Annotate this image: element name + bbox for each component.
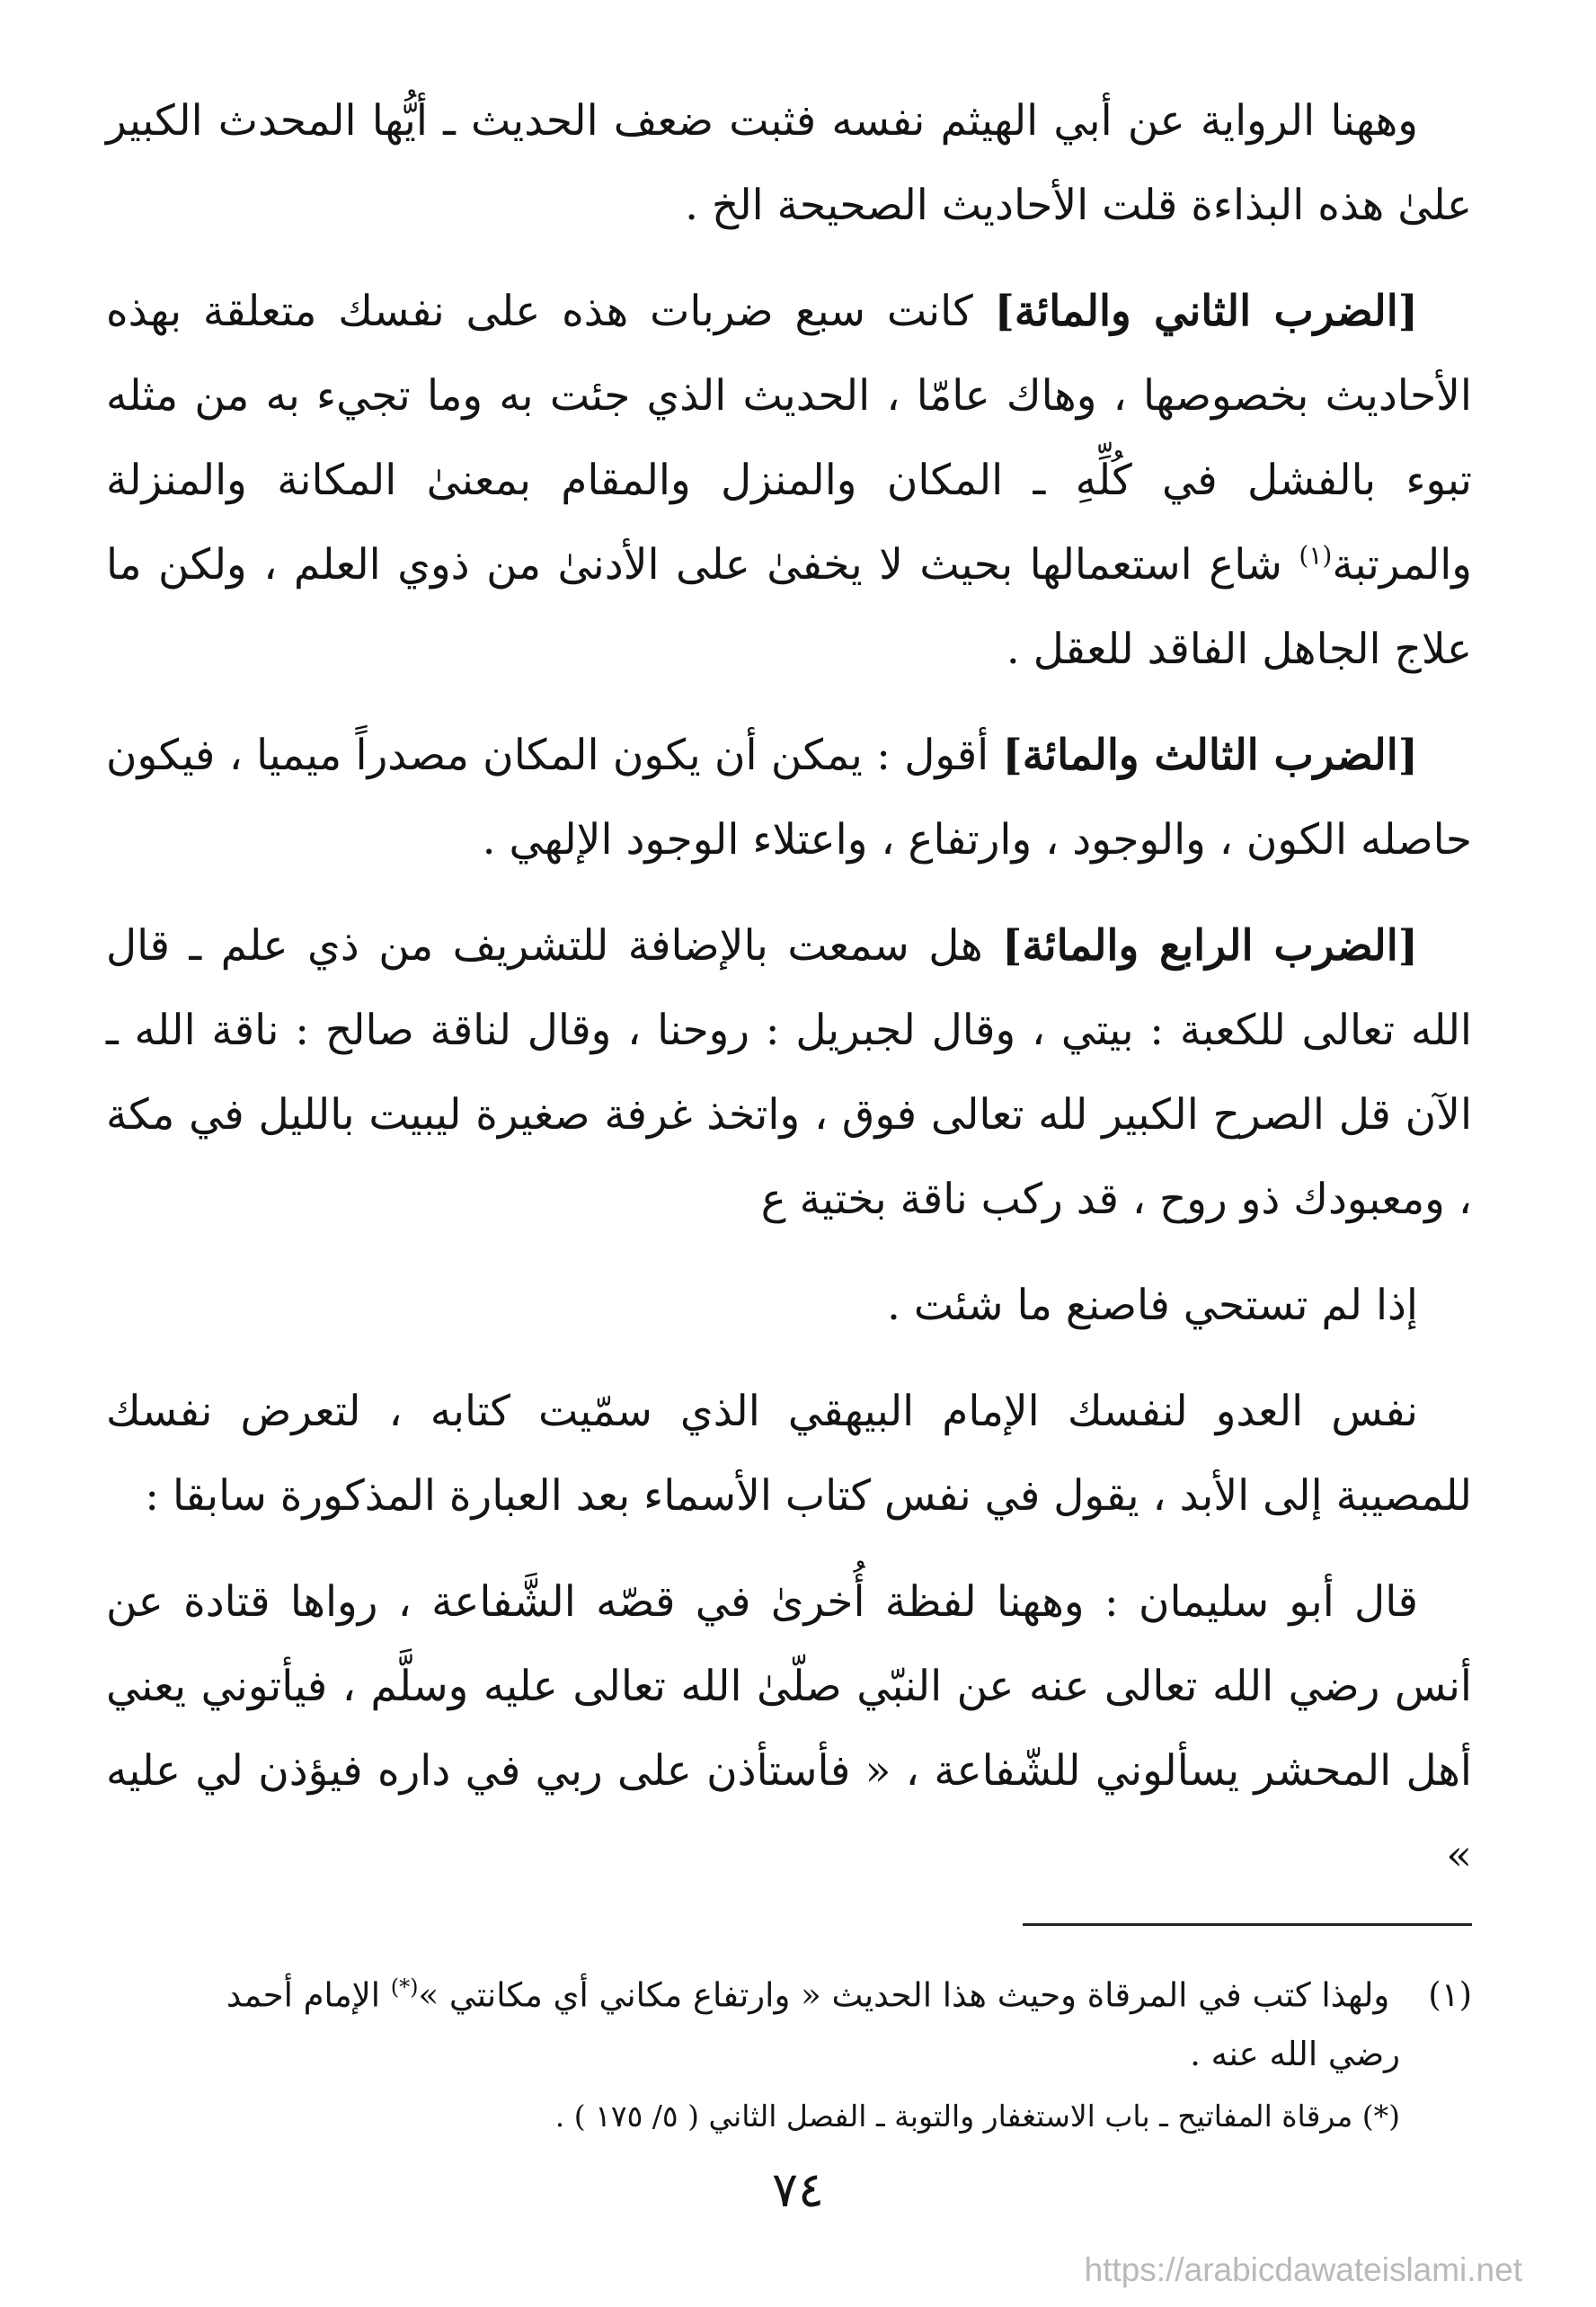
footnote-text-continued: الإمام أحمد <box>226 1975 381 2015</box>
footnote-number: (١) <box>1428 1975 1472 2015</box>
paragraph-text: نفس العدو لنفسك الإمام البيهقي الذي سمّيت كتابه ، لتعرض نفسك للمصيبة إلى الأبد ، يقول في نفس كتاب الأسماء بعد العبارة المذكورة سابقا : <box>106 1387 1472 1521</box>
paragraph-text: هل سمعت بالإضافة للتشريف من ذي علم ـ قال الله تعالى للكعبة : بيتي ، وقال لجبريل : روحنا ، وقال لناقة صالح : ناقة الله ـ الآن قل الصرح الكبير لله تعالى فوق ، واتخذ غرفة صغيرة ليبيت بالليل في مكة ، ومعبودك ذو روح ، قد ركب ناقة بختية ع <box>106 921 1472 1224</box>
footnote-marker[interactable]: (١) <box>1299 540 1333 571</box>
footnote-continuation: رضي الله عنه . <box>1190 2035 1400 2074</box>
section-heading: [الضرب الرابع والمائة] <box>1002 921 1418 971</box>
watermark: https://arabicdawateislami.net <box>1084 2251 1522 2288</box>
paragraph-6 <box>106 1370 1472 1539</box>
paragraph-text: إذا لم تستحي فاصنع ما شئت . <box>886 1281 1418 1330</box>
paragraph-text: وههنا الرواية عن أبي الهيثم نفسه فثبت ضعف الحديث ـ أيُّها المحدث الكبير علىٰ هذه البذاءة قلت الأحاديث الصحيحة الخ . <box>106 96 1472 230</box>
paragraph-4 <box>106 904 1472 1242</box>
footnote-text: ولهذا كتب في المرقاة وحيث هذا الحديث « وارتفاع مكاني أي مكانتي » <box>418 1975 1390 2015</box>
main-text <box>106 79 1472 1920</box>
paragraph-text: قال أبو سليمان : وههنا لفظة أُخرىٰ في قصّه الشَّفاعة ، رواها قتادة عن أنس رضي الله تعالى عنه عن النبّي صلّىٰ الله تعالى عليه وسلَّم ، فيأتوني يعني أهل المحشر يسألوني للشّفاعة ، « فأستأذن على ربي في داره فيؤذن لي عليه » <box>106 1577 1472 1880</box>
paragraph-3 <box>106 714 1472 883</box>
footnote-divider <box>1023 1923 1472 1926</box>
paragraph-text: أقول : يمكن أن يكون المكان مصدراً ميميا ، فيكون حاصله الكون ، والوجود ، وارتفاع ، واعتلاء الوجود الإلهي . <box>106 731 1472 865</box>
paragraph-2 <box>106 270 1472 692</box>
footnote-star-marker: (*) <box>390 1974 419 2000</box>
paragraph-text-continued: شاع استعمالها بحيث لا يخفىٰ على الأدنىٰ من ذوي العلم ، ولكن ما علاج الجاهل الفاقد للعقل . <box>106 540 1472 674</box>
paragraph-7 <box>106 1560 1472 1898</box>
page-number: ٧٤ <box>771 2161 824 2218</box>
paragraph-1 <box>106 79 1472 248</box>
footnote-reference: (*) مرقاة المفاتيح ـ باب الاستغفار والتوبة ـ الفصل الثاني ( ٥/ ١٧٥ ) . <box>554 2098 1400 2134</box>
section-heading: [الضرب الثالث والمائة] <box>1002 731 1418 780</box>
footnote-1 <box>106 1957 1472 2025</box>
paragraph-text: كانت سبع ضربات هذه على نفسك متعلقة بهذه الأحاديث بخصوصها ، وهاك عامّا ، الحديث الذي جئت به وما تجيء به من مثله تبوء بالفشل في كُلِّهِ ـ المكان والمنزل والمقام بمعنىٰ المكانة والمنزلة والمرتبة <box>106 287 1472 590</box>
paragraph-5 <box>106 1264 1472 1348</box>
footnotes <box>106 1957 1472 2143</box>
section-heading: [الضرب الثاني والمائة] <box>994 287 1418 336</box>
